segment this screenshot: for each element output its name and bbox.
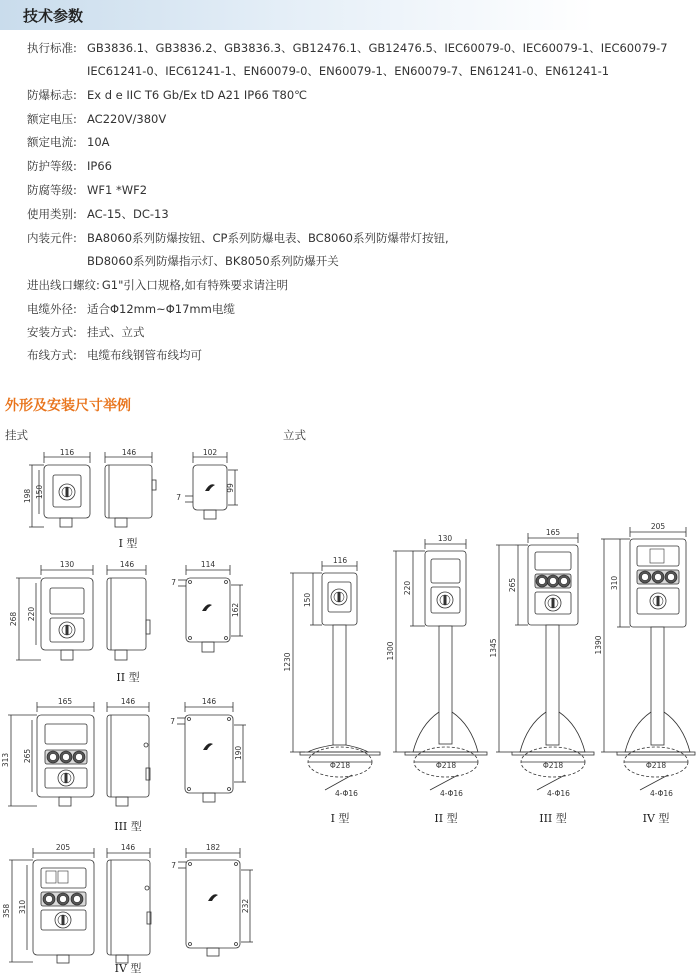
dim-inner-height: 265 [23,748,32,764]
stand-dim-height: 310 [610,575,619,591]
dim-front-height: 358 [2,903,11,919]
param-value: GB3836.1、GB3836.2、GB3836.3、GB12476.1、GB12476.5、IEC60079-0、IEC60079-1、IEC60079-7 [87,41,668,55]
stand-dim-base: Φ218 [435,761,457,770]
param-label: 额定电压: [27,112,77,126]
dim-side-width: 146 [121,448,137,457]
dim-offset: 7 [176,493,181,502]
param-value: AC220V/380V [87,112,167,126]
dim-inner-height: 310 [18,899,27,915]
stand-type-label: III 型 [539,812,567,825]
param-components-cont: BD8060系列防爆指示灯、BK8050系列防爆开关 [87,254,339,268]
wall-row-3 [8,702,246,806]
dim-offset: 7 [171,578,176,587]
stand-type-label: IV 型 [642,812,670,825]
wall-row-2 [16,565,243,660]
param-label: 电缆外径: [27,302,77,316]
dim-offset: 7 [171,861,176,870]
stand-dim-base: Φ218 [645,761,667,770]
stand-3 [496,533,594,790]
wall-type-label: IV 型 [114,962,142,975]
stand-4 [601,527,695,790]
stand-dim-width: 130 [437,534,453,543]
dim-front-height: 198 [23,488,32,504]
wall-type-label: I 型 [118,537,138,550]
param-label: 安装方式: [27,325,77,339]
dim-side-width: 146 [120,697,136,706]
param-value: G1"引入口规格,如有特殊要求请注明 [101,278,289,292]
dim-front-width: 130 [59,560,75,569]
stand-dim-height: 150 [303,592,312,608]
dim-front-height: 313 [1,752,10,768]
dim-back-height: 190 [234,745,243,761]
dim-back-height: 162 [231,602,240,618]
stand-dim-holes: 4-Φ16 [650,789,673,798]
stand-dim-base: Φ218 [329,761,351,770]
dim-back-width: 146 [201,697,217,706]
dim-side-width: 146 [120,843,136,852]
param-value: Ex d e IIC T6 Gb/Ex tD A21 IP66 T80℃ [87,88,308,102]
dim-back-width: 182 [205,843,221,852]
dim-back-width: 114 [200,560,216,569]
param-value: 适合Φ12mm~Φ17mm电缆 [87,302,235,316]
dim-front-width: 116 [59,448,75,457]
param-value: 电缆布线钢管布线均可 [87,348,202,362]
dim-back-width: 102 [202,448,218,457]
stand-dim-height: 265 [508,577,517,593]
param-label: 使用类别: [27,207,77,221]
stand-dim-width: 116 [332,556,348,565]
dim-inner-height: 150 [35,484,44,500]
dim-side-width: 146 [119,560,135,569]
param-standard-cont: IEC61241-0、IEC61241-1、EN60079-0、EN60079-1、EN60079-7、EN61241-0、EN61241-1 [87,64,610,78]
param-label: 执行标准: [27,41,77,55]
stand-dim-holes: 4-Φ16 [335,789,358,798]
stand-dim-total: 1390 [594,635,603,655]
wall-type-label: II 型 [116,671,140,684]
dim-front-height: 268 [9,611,18,627]
param-label: 防护等级: [27,159,77,173]
wall-row-4 [9,848,253,963]
param-value: 挂式、立式 [87,325,145,339]
param-value: AC-15、DC-13 [87,207,169,221]
wall-type-label: III 型 [114,820,142,833]
dim-offset: 7 [170,717,175,726]
param-value: IP66 [87,159,112,173]
stand-dim-width: 205 [650,522,666,531]
stand-dim-holes: 4-Φ16 [440,789,463,798]
param-label: 额定电流: [27,135,77,149]
dim-front-width: 205 [55,843,71,852]
param-value: BA8060系列防爆按钮、CP系列防爆电表、BC8060系列防爆带灯按钮, [87,231,449,245]
stand-dim-total: 1300 [386,641,395,661]
spec-title: 技术参数 [23,7,84,25]
param-label: 进出线口螺纹: [27,278,100,292]
stand-dim-height: 220 [403,580,412,596]
wall-mount-label: 挂式 [5,428,28,442]
dim-front-width: 165 [57,697,73,706]
param-value: WF1 *WF2 [87,183,148,197]
stand-dim-width: 165 [545,528,561,537]
dim-back-height: 232 [241,898,250,914]
section-title: 外形及安装尺寸举例 [5,398,131,414]
param-label: 防腐等级: [27,183,77,197]
param-label: 内装元件: [27,231,77,245]
stand-2 [393,539,487,790]
stand-dim-base: Φ218 [542,761,564,770]
param-label: 布线方式: [27,348,77,362]
stand-dim-total: 1345 [489,638,498,658]
stand-type-label: II 型 [434,812,458,825]
param-value: 10A [87,135,110,149]
stand-dim-total: 1230 [283,652,292,672]
dim-back-height: 99 [226,483,235,493]
param-label: 防爆标志: [27,88,77,102]
stand-type-label: I 型 [330,812,350,825]
stand-dim-holes: 4-Φ16 [547,789,570,798]
stand-mount-label: 立式 [283,428,306,442]
dim-inner-height: 220 [27,606,36,622]
